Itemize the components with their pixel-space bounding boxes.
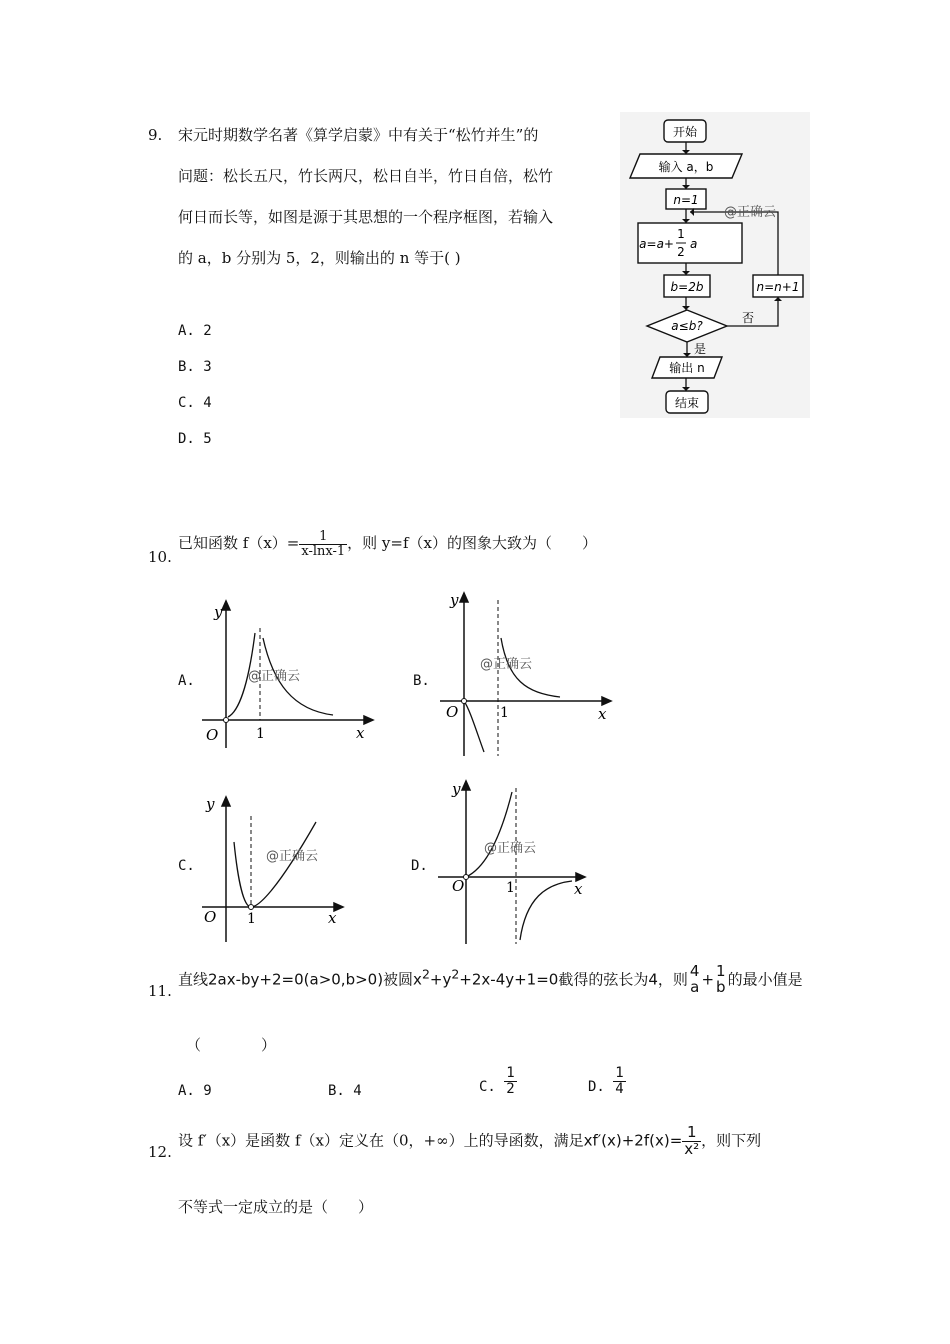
q11-option-d (588, 1066, 626, 1096)
q10-frac-num: 1 (299, 530, 347, 545)
graph-a-watermark: @正确云 (248, 669, 301, 684)
q9-text (178, 115, 608, 279)
flowchart-init-text: n=1 (673, 193, 699, 207)
graph-a-y-label: y (214, 603, 223, 621)
flowchart-start-text: 开始 (672, 125, 698, 139)
graph-b-x-label: x (598, 705, 607, 723)
q11-option-d-num: 1 (615, 1065, 624, 1081)
q10-graph-d (436, 778, 592, 944)
graph-b-watermark: @正确云 (480, 657, 533, 672)
q10-label-d: D. (411, 858, 428, 874)
flowchart-end-text: 结束 (674, 396, 700, 410)
q11-sup-2: 2 (451, 966, 460, 982)
q11-option-c-label: C. (479, 1079, 496, 1096)
q10-suffix: ，则 y=f（x）的图象大致为（ ） (347, 534, 597, 553)
graph-d-watermark: @正确云 (484, 841, 537, 856)
q11-f2-num: 1 (716, 962, 726, 980)
q10-graph-a (198, 598, 378, 748)
flowchart-step-a-den: 2 (677, 245, 685, 259)
q11-option-c-den: 2 (506, 1080, 515, 1097)
flowchart-step-a-left: a=a+ (639, 237, 674, 251)
flowchart-input-text: 输入 a，b (658, 160, 714, 174)
q11-option-c-frac (504, 1066, 516, 1096)
q11-text-b: +y (429, 970, 452, 989)
q11-text-a: 直线2ax-by+2=0(a>0,b>0)被圆x (178, 970, 422, 989)
q11-option-c-num: 1 (506, 1065, 515, 1081)
q10-label-b: B. (413, 673, 430, 689)
q10-number: 10. (148, 548, 172, 566)
graph-a-x-label: x (356, 724, 365, 742)
q10-text (178, 530, 597, 558)
q11-option-c (479, 1066, 517, 1096)
q12-frac-den: x² (684, 1139, 700, 1158)
graph-a-tick: 1 (256, 726, 265, 742)
q11-option-b: B. 4 (328, 1083, 362, 1099)
flowchart-output-text: 输出 n (669, 361, 705, 375)
graph-d-origin: O (452, 877, 465, 895)
graph-c-watermark: @正确云 (266, 849, 319, 864)
q9-line-2: 问题：松长五尺，竹长两尺，松日自半，竹日自倍，松竹 (178, 167, 554, 185)
q11-fraction-1 (688, 964, 702, 996)
q12-line-2: 不等式一定成立的是（ ） (178, 1198, 374, 1216)
graph-c-y-label: y (206, 795, 215, 813)
q11-option-a: A. 9 (178, 1083, 212, 1099)
q11-text-c: +2x-4y+1=0截得的弦长为4，则 (459, 970, 688, 989)
q12-text-b: ，则下列 (701, 1131, 762, 1150)
q11-option-d-frac (613, 1066, 625, 1096)
flowchart-no-label: 否 (742, 311, 755, 325)
q11-sup-1: 2 (421, 966, 430, 982)
q9-option-c: C. 4 (178, 395, 212, 411)
q9-flowchart (620, 112, 810, 418)
graph-b-tick: 1 (500, 705, 509, 721)
flowchart-incr-text: n=n+1 (756, 280, 800, 294)
q9-line-4: 的 a，b 分别为 5，2，则输出的 n 等于( ) (178, 249, 461, 267)
flowchart-watermark: @正确云 (724, 205, 777, 220)
q12-frac-num: 1 (682, 1125, 701, 1142)
q11-text (178, 964, 803, 996)
graph-c-origin: O (204, 908, 217, 926)
q11-number: 11. (148, 982, 172, 1000)
q11-f1-den: a (690, 977, 700, 996)
q11-plus: + (701, 970, 715, 989)
q9-option-b: B. 3 (178, 359, 212, 375)
q12-fraction (682, 1125, 701, 1158)
q12-text (178, 1125, 761, 1158)
q9-number: 9. (148, 126, 163, 144)
q9-line-3: 何日而长等，如图是源于其思想的一个程序框图，若输入 (178, 208, 554, 226)
flowchart-condition-text: a≤b? (671, 319, 703, 333)
q9-option-d: D. 5 (178, 431, 212, 447)
flowchart-step-b-text: b=2b (670, 280, 704, 294)
graph-a-origin: O (206, 726, 219, 744)
q10-label-a: A. (178, 673, 195, 689)
q11-fraction-2 (714, 964, 728, 996)
flowchart-step-a-right: a (690, 237, 698, 251)
graph-c-tick: 1 (247, 911, 256, 927)
flowchart-step-a-num: 1 (677, 227, 685, 241)
q12-number: 12. (148, 1143, 172, 1161)
q9-line-1: 宋元时期数学名著《算学启蒙》中有关于“松竹并生”的 (178, 126, 539, 144)
graph-c-x-label: x (328, 909, 337, 927)
q11-f1-num: 4 (689, 962, 700, 980)
graph-d-x-label: x (574, 880, 583, 898)
q11-option-d-den: 4 (615, 1080, 624, 1097)
q10-graph-c (198, 792, 348, 942)
graph-b-y-label: y (450, 591, 459, 609)
q10-prefix: 已知函数 f（x）= (178, 534, 300, 553)
graph-b-origin: O (446, 703, 459, 721)
q10-graph-b (436, 590, 616, 756)
graph-d-tick: 1 (506, 880, 515, 896)
q11-paren: （ ） (186, 1036, 277, 1054)
q12-text-a: 设 f′（x）是函数 f（x）定义在（0，+∞）上的导函数，满足 (178, 1131, 584, 1150)
q10-label-c: C. (178, 858, 195, 874)
q10-frac-den: x-lnx-1 (301, 543, 346, 559)
q11-option-d-label: D. (588, 1079, 605, 1096)
q10-fraction (299, 530, 347, 558)
graph-d-y-label: y (452, 780, 461, 798)
q12-expr: xf′(x)+2f(x)= (583, 1131, 683, 1150)
flowchart-yes-label: 是 (694, 342, 707, 356)
q11-f2-den: b (716, 977, 726, 996)
q11-text-d: 的最小值是 (727, 970, 803, 989)
q9-option-a: A. 2 (178, 323, 212, 339)
